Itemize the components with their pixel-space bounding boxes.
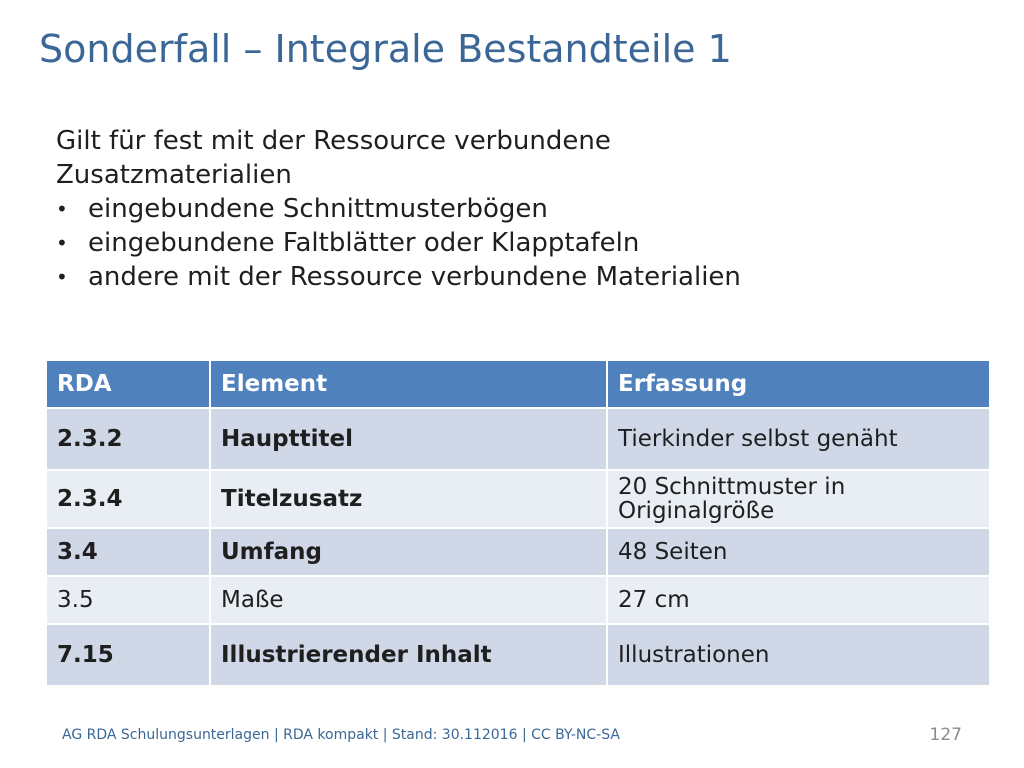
table-header-row xyxy=(46,360,990,408)
cell-rda: 7.15 xyxy=(46,624,210,686)
bullet-text: eingebundene Faltblätter oder Klapptafeln xyxy=(88,228,640,258)
cell-element: Umfang xyxy=(210,528,607,576)
cell-erfassung: Tierkinder selbst genäht xyxy=(607,408,990,470)
bullet-text: eingebundene Schnittmusterbögen xyxy=(88,194,548,224)
cell-rda: 3.5 xyxy=(46,576,210,624)
column-header-erfassung: Erfassung xyxy=(607,360,990,408)
bullet-item xyxy=(56,260,956,294)
cell-rda: 2.3.2 xyxy=(46,408,210,470)
cell-erfassung-line-2: Originalgröße xyxy=(618,498,775,524)
table-row xyxy=(46,528,990,576)
cell-element: Titelzusatz xyxy=(210,470,607,528)
slide-body xyxy=(56,124,956,294)
bullet-text: andere mit der Ressource verbundene Materialien xyxy=(88,262,741,292)
column-header-rda: RDA xyxy=(46,360,210,408)
bullet-item xyxy=(56,226,956,260)
footer-text: AG RDA Schulungsunterlagen | RDA kompakt | Stand: 30.112016 | CC BY-NC-SA xyxy=(62,727,620,743)
cell-erfassung: 27 cm xyxy=(607,576,990,624)
page-number: 127 xyxy=(929,725,962,745)
cell-erfassung-line-1: 20 Schnittmuster in xyxy=(618,474,846,500)
cell-element: Haupttitel xyxy=(210,408,607,470)
bullet-list xyxy=(56,192,956,294)
cell-erfassung: Illustrationen xyxy=(607,624,990,686)
bullet-icon: • xyxy=(56,265,68,289)
cell-rda: 2.3.4 xyxy=(46,470,210,528)
table-row xyxy=(46,470,990,528)
table-row xyxy=(46,576,990,624)
table-row xyxy=(46,408,990,470)
column-header-element: Element xyxy=(210,360,607,408)
intro-line-2: Zusatzmaterialien xyxy=(56,160,292,190)
cell-element: Maße xyxy=(210,576,607,624)
cell-erfassung xyxy=(607,470,990,528)
bullet-icon: • xyxy=(56,231,68,255)
intro-line-1: Gilt für fest mit der Ressource verbundene xyxy=(56,126,611,156)
cell-erfassung: 48 Seiten xyxy=(607,528,990,576)
cell-element: Illustrierender Inhalt xyxy=(210,624,607,686)
bullet-icon: • xyxy=(56,197,68,221)
table-row xyxy=(46,624,990,686)
cell-rda: 3.4 xyxy=(46,528,210,576)
slide-title: Sonderfall – Integrale Bestandteile 1 xyxy=(39,27,732,71)
bullet-item xyxy=(56,192,956,226)
rda-table xyxy=(45,359,991,687)
